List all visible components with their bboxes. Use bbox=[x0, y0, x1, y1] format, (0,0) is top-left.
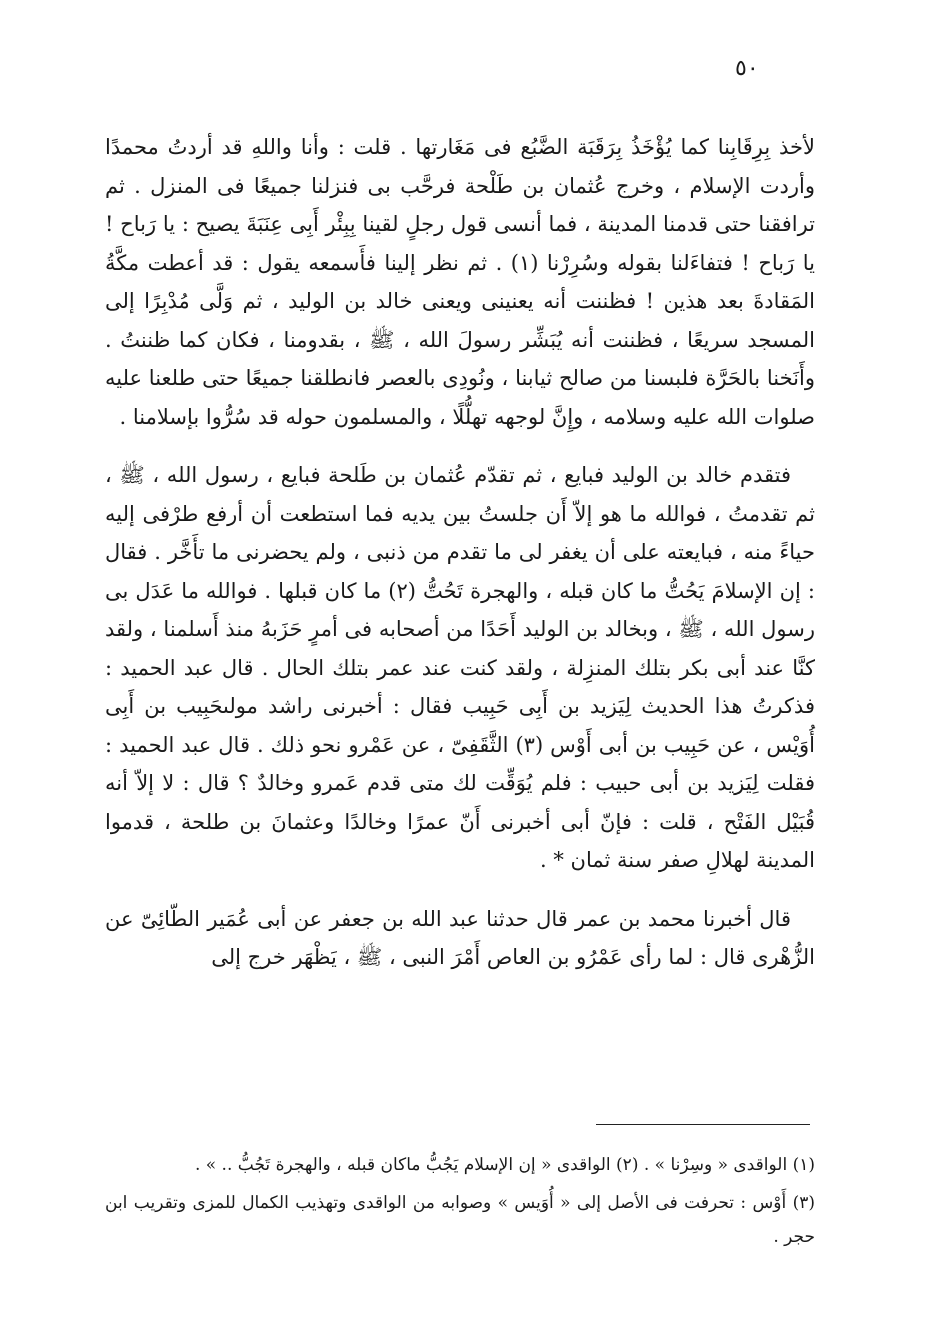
footnote-separator bbox=[596, 1124, 810, 1125]
footnote-3: (٣) أَوْس : تحرفت فى الأصل إلى « أُوَيس » وصوابه من الواقدى وتهذيب الكمال للمزى وتقريب ابن حجر . bbox=[105, 1193, 815, 1247]
paragraph-1: لأخذ بِرِقَابِنا كما يُؤْخَذُ بِرَقَبَة الضَّبُع فى مَغَارتها . قلت : وأنا واللهِ قد أردتُ محمدًا وأردت الإسلام ، وخرج عُثمان بن طَلْحة فرحَّب بى فنزلنا جميعًا فى المنزل . ثم ترافقنا حتى قدمنا المدينة ، فما أنسى قول رجلٍ لقينا بِبِئْر أَبِى عِنَبَةَ يصيح : يا رَباح ! يا رَباح ! فتفاءَلنا بقوله وسُرِرْنا (١) . ثم نظر إلينا فأَسمعه يقول : قد أعطت مكَّةُ المَقادةَ بعد هذين ! فظننت أنه يعنينى ويعنى خالد بن الوليد ، ثم وَلَّى مُدْبِرًا إلى المسجد سريعًا ، فظننت أنه يُبَشِّر رسولَ الله ، ﷺ ، بقدومنا ، فكان كما ظننتُ . وأَنَخنا بالحَرَّة فلبسنا من صالح ثيابنا ، ونُودِى بالعصر فانطلقنا جميعًا حتى طلعنا عليه صلوات الله عليه وسلامه ، وإِنَّ لوجهه تهلُّلًا ، والمسلمون حوله قد سُرُّوا بإسلامنا . bbox=[105, 135, 815, 429]
paragraph-2: فتقدم خالد بن الوليد فبايع ، ثم تقدّم عُثمان بن طَلحة فبايع ، رسول الله ، ﷺ ، ثم تقدمتُ ، فوالله ما هو إلاّ أَن جلستُ بين يديه فما استطعت أن أرفع طرْفى إليه حياءً منه ، فبايعته على أن يغفر لى ما تقدم من ذنبى ، ولم يحضرنى ما تأَخَّر . فقال : إن الإسلامَ يَحُتُّ ما كان قبله ، والهجرة تَحُتُّ (٢) ما كان قبلها . فوالله ما عَدَل بى رسول الله ، ﷺ ، وبخالد بن الوليد أَحَدًا من أصحابه فى أمرٍ حَزَبهُ منذ أَسلمنا ، ولقد كنَّا عند أبى بكر بتلك المنزِلة ، ولقد كنت عند عمر بتلك الحال . قال عبد الحميد : فذكرتُ هذا الحديث لِيَزيد بن أَبِى حَبِيب فقال : أخبرنى راشد مولىحَبِيب بن أَبِى أُوَيْس ، عن حَبِيب بن أبى أَوْس (٣) الثَّقَفِىّ ، عن عَمْرو نحو ذلك . قال عبد الحميد : فقلت لِيَزيد بن أبى حبيب : فلم يُوَقِّت لك متى قدم عَمرو وخالدٌ ؟ قال : لا إلاّ أنه قُبَيْل الفَتْح ، قلت : فإنّ أبى أخبرنى أَنّ عمرًا وخالدًا وعثمانَ بن طلحة ، قدموا المدينة لهلالِ صفر سنة ثمان * . bbox=[105, 463, 815, 872]
main-text bbox=[105, 128, 815, 977]
page-number: ٥٠ bbox=[735, 56, 759, 81]
paragraph-3: قال أخبرنا محمد بن عمر قال حدثنا عبد الله بن جعفر عن أبى عُمَير الطّائِىّ عن الزُّهْرى قال : لما رأى عَمْرُو بن العاص أَمْرَ النبى ، ﷺ ، يَظْهَر خرج إلى bbox=[105, 906, 815, 969]
footnotes bbox=[105, 1148, 815, 1254]
footnote-1-2: (١) الواقدى « وسِرْنا » . (٢) الواقدى « إن الإسلام يَجُبُّ ماكان قبله ، والهجرة تَجُبُّ .. » . bbox=[194, 1155, 815, 1175]
